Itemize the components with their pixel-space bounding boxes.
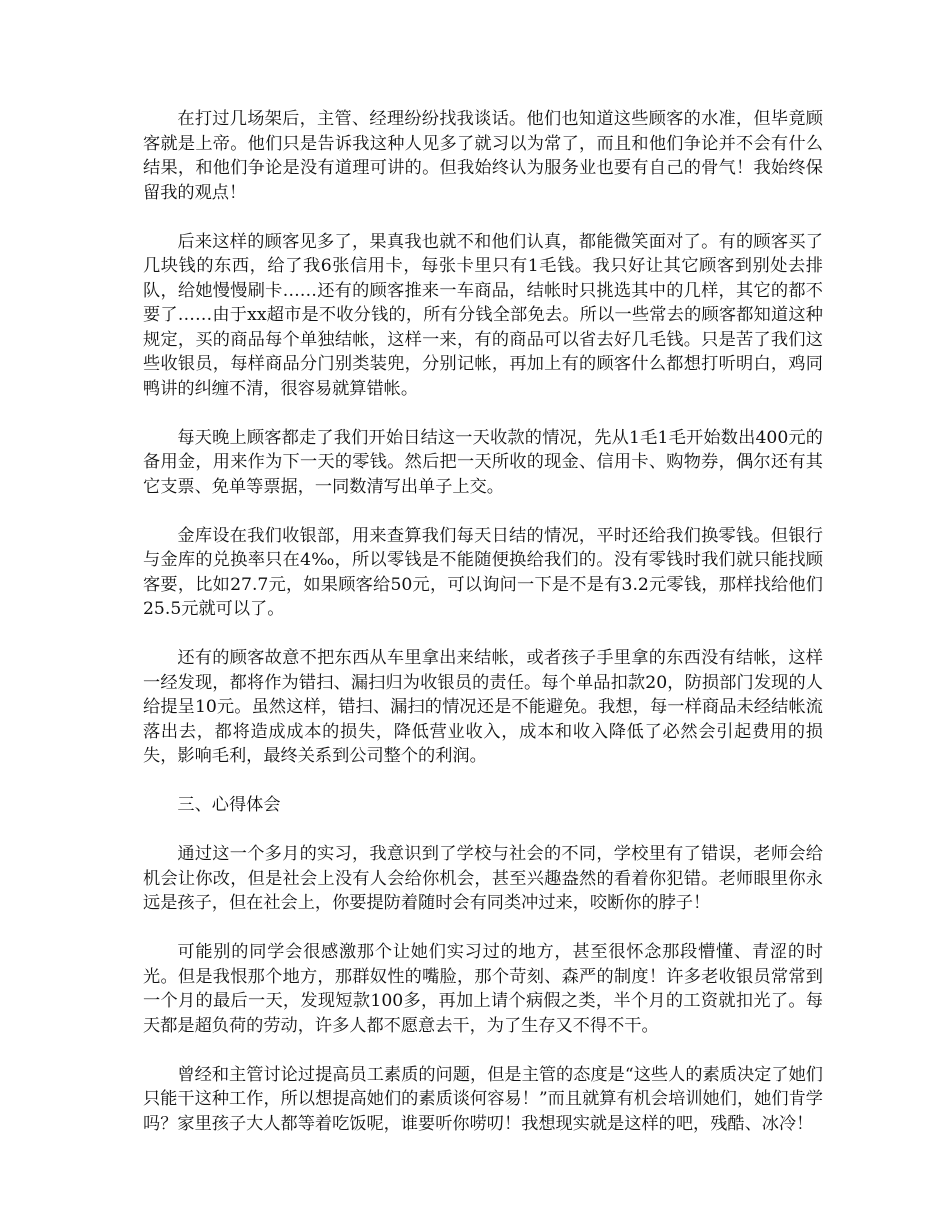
section-heading: 三、心得体会 bbox=[177, 795, 281, 815]
paragraph-8: 曾经和主管讨论过提高员工素质的问题，但是主管的态度是“这些人的素质决定了她们只能干这种工作，所以想提高她们的素质谈何容易！”而且就算有机会培训她们，她们肯学吗？家里孩子大人都等着吃饭呢，谁要听你唠叨！我想现实就是这样的吧，残酷、冰冷！ bbox=[143, 1064, 823, 1134]
document-page bbox=[143, 107, 823, 1161]
paragraph-4: 金库设在我们收银部，用来查算我们每天日结的情况，平时还给我们换零钱。但银行与金库的兑换率只在4‰，所以零钱是不能随便换给我们的。没有零钱时我们就只能找顾客要，比如27.7元，如果顾客给50元，可以询问一下是不是有3.2元零钱，那样找给他们25.5元就可以了。 bbox=[143, 525, 823, 619]
paragraph-7: 可能别的同学会很感激那个让她们实习过的地方，甚至很怀念那段懵懂、青涩的时光。但是我恨那个地方，那群奴性的嘴脸，那个苛刻、森严的制度！许多老收银员常常到一个月的最后一天，发现短款100多，再加上请个病假之类，半个月的工资就扣光了。每天都是超负荷的劳动，许多人都不愿意去干，为了生存又不得不干。 bbox=[143, 942, 823, 1036]
paragraph-3: 每天晚上顾客都走了我们开始日结这一天收款的情况，先从1毛1毛开始数出400元的备用金，用来作为下一天的零钱。然后把一天所收的现金、信用卡、购物券，偶尔还有其它支票、免单等票据，一同数清写出单子上交。 bbox=[143, 427, 823, 497]
paragraph-6: 通过这一个多月的实习，我意识到了学校与社会的不同，学校里有了错误，老师会给机会让你改，但是社会上没有人会给你机会，甚至兴趣盎然的看着你犯错。老师眼里你永远是孩子，但在社会上，你要提防着随时会有同类冲过来，咬断你的脖子！ bbox=[143, 844, 823, 913]
paragraph-5: 还有的顾客故意不把东西从车里拿出来结帐，或者孩子手里拿的东西没有结帐，这样一经发现，都将作为错扫、漏扫归为收银员的责任。每个单品扣款20，防损部门发现的人给提呈10元。虽然这样，错扫、漏扫的情况还是不能避免。我想，每一样商品未经结帐流落出去，都将造成成本的损失，降低营业收入，成本和收入降低了必然会引起费用的损失，影响毛利，最终关系到公司整个的利润。 bbox=[143, 648, 823, 766]
paragraph-2: 后来这样的顾客见多了，果真我也就不和他们认真，都能微笑面对了。有的顾客买了几块钱的东西，给了我6张信用卡，每张卡里只有1毛钱。我只好让其它顾客到别处去排队，给她慢慢刷卡……还有的顾客推来一车商品，结帐时只挑选其中的几样，其它的都不要了……由于xx超市是不收分钱的，所有分钱全部免去。所以一些常去的顾客都知道这种规定，买的商品每个单独结帐，这样一来，有的商品可以省去好几毛钱。只是苦了我们这些收银员，每样商品分门别类装兜，分别记帐，再加上有的顾客什么都想打听明白，鸡同鸭讲的纠缠不清，很容易就算错帐。 bbox=[143, 231, 823, 399]
paragraph-1: 在打过几场架后，主管、经理纷纷找我谈话。他们也知道这些顾客的水准，但毕竟顾客就是上帝。他们只是告诉我这种人见多了就习以为常了，而且和他们争论并不会有什么结果，和他们争论是没有道理可讲的。但我始终认为服务业也要有自己的骨气！我始终保留我的观点！ bbox=[143, 109, 823, 203]
